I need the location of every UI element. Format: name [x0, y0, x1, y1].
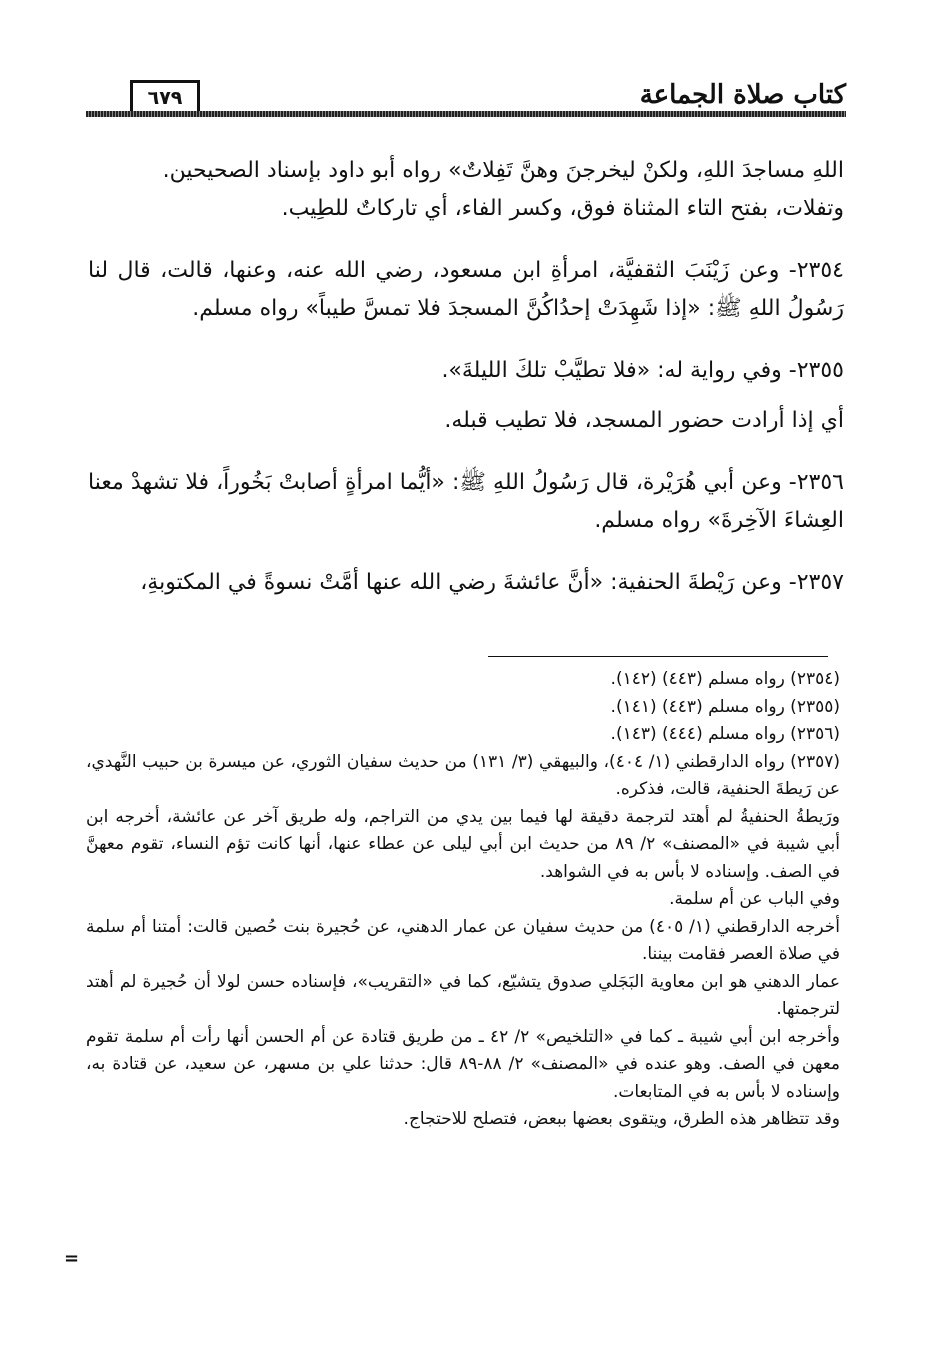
footnote: (٢٣٥٧) رواه الدارقطني (١/ ٤٠٤)، والبيهقي (٣/ ١٣١) من حديث سفيان الثوري، عن ميسرة بن حبيب النَّهدي، عن رَيطةَ الحنفية، قالت، فذكره. [86, 751, 840, 799]
footnote: ورَيطةُ الحنفيةُ لم أهتد لترجمة دقيقة لها فيما بين يدي من التراجم، وله طريق آخر عن عائشة، أخرجه ابن أبي شيبة في «المصنف» ٢/ ٨٩ من حديث ابن أبي ليلى عن عطاء عنها، أنها كانت تؤم النساء، تقوم معهنَّ في الصف. وإسناده لا بأس به في الشواهد. [86, 806, 841, 882]
footnote: (٢٣٥٥) رواه مسلم (٤٤٣) (١٤١). [610, 696, 840, 717]
margin-mark: = [64, 1248, 80, 1269]
header-rule [86, 111, 846, 117]
footnote: (٢٣٥٦) رواه مسلم (٤٤٤) (١٤٣). [610, 724, 840, 744]
footnote: أخرجه الدارقطني (١/ ٤٠٥) من حديث سفيان عن عمار الدهني، عن حُجيرة بنت حُصين قالت: أمتنا أم سلمة في صلاة العصر فقامت بيننا. [86, 916, 840, 964]
footnote: وقد تتظاهر هذه الطرق، ويتقوى بعضها ببعض، فتصلح للاحتجاج. [403, 1109, 840, 1129]
page-number: ٦٧٩ [130, 80, 200, 113]
footnote-divider [488, 656, 828, 657]
text-line: وتفلات، بفتح التاء المثناة فوق، وكسر الفاء، أي تاركاتٌ للطِيب. [281, 196, 844, 221]
text-line: أي إذا أرادت حضور المسجد، فلا تطيب قبله. [444, 408, 844, 433]
footnote: وفي الباب عن أم سلمة. [669, 889, 840, 909]
main-text [88, 152, 844, 602]
footnotes [86, 666, 840, 1134]
chapter-title: كتاب صلاة الجماعة [639, 80, 846, 110]
hadith-2356: ٢٣٥٦- وعن أبي هُرَيْرة، قال رَسُولُ اللهِ ﷺ: «أيُّما امرأةٍ أصابتْ بَخُوراً، فلا تشهدْ معنا العِشاءَ الآخِرةَ» رواه مسلم. [88, 470, 844, 533]
hadith-2354: ٢٣٥٤- وعن زَيْنَبَ الثقفيَّة، امرأةِ ابن مسعود، رضي الله عنه، وعنها، قالت، قال لنا رَسُولُ اللهِ ﷺ: «إذا شَهِدَتْ إحدُاكُنَّ المسجدَ فلا تمسَّ طيباً» رواه مسلم. [88, 258, 844, 321]
text-line: اللهِ مساجدَ اللهِ، ولكنْ ليخرجنَ وهنَّ تَفِلاتٌ» رواه أبو داود بإسناد الصحيحين. [162, 158, 844, 183]
hadith-2357: ٢٣٥٧- وعن رَيْطةَ الحنفية: «أنَّ عائشةَ رضي الله عنها أمَّتْ نسوةً في المكتوبةِ، [140, 570, 844, 595]
hadith-2355: ٢٣٥٥- وفي رواية له: «فلا تطيَّبْ تلكَ الليلةَ». [441, 358, 844, 383]
footnote: (٢٣٥٤) رواه مسلم (٤٤٣) (١٤٢). [610, 669, 840, 689]
page-header [86, 78, 846, 118]
footnote: عمار الدهني هو ابن معاوية البَجَلي صدوق يتشيّع، كما في «التقريب»، فإسناده حسن لولا أن حُجيرة لم أهتد لترجمتها. [86, 971, 840, 1019]
footnote: وأخرجه ابن أبي شيبة ـ كما في «التلخيص» ٢/ ٤٢ ـ من طريق قتادة عن أم الحسن أنها رأت أم سلمة تقوم معهن في الصف. وهو عنده في «المصنف» ٢/ ٨٨-٨٩ قال: حدثنا علي بن مسهر، عن سعيد، عن قتادة به، وإسناده لا بأس به في المتابعات. [86, 1026, 840, 1102]
